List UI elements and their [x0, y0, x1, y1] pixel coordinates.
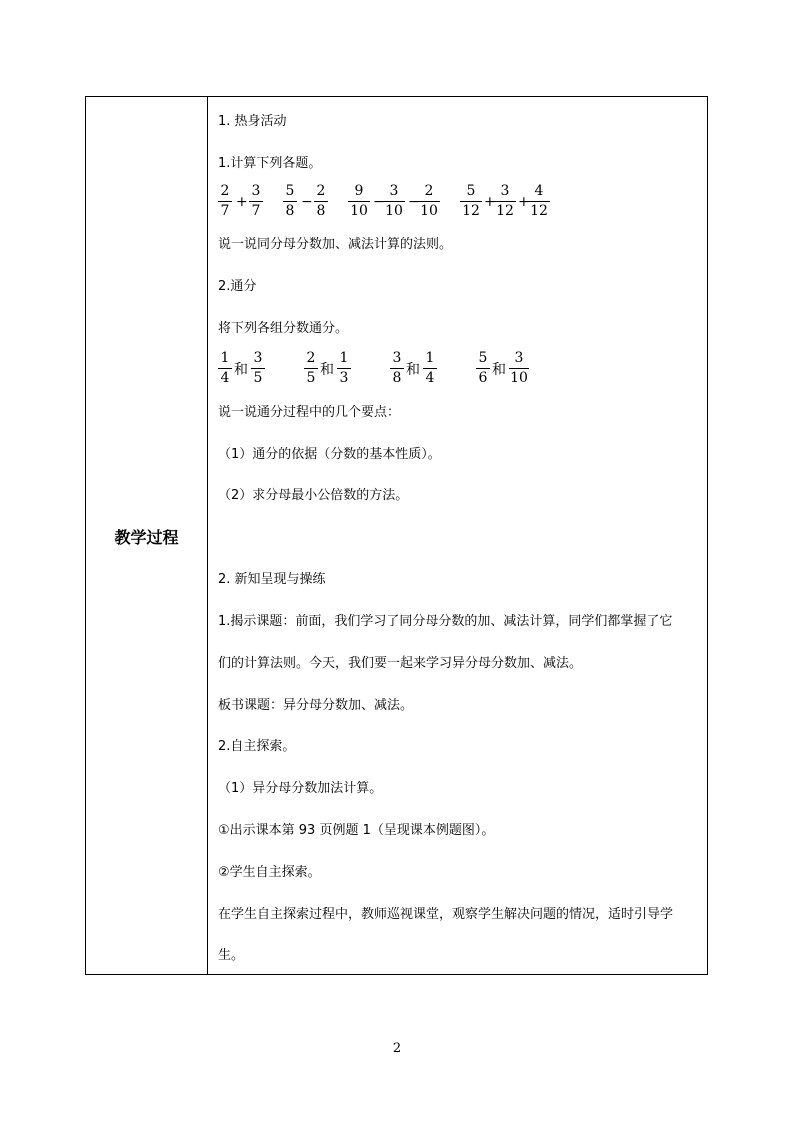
operator: −	[408, 194, 420, 210]
warmup-title: 1. 热身活动	[218, 114, 287, 129]
explore-sub-1: （1）异分母分数加法计算。	[218, 781, 383, 796]
operator: −	[301, 194, 313, 210]
fraction: 2 5	[304, 350, 318, 387]
observe-line-2: 生。	[218, 948, 245, 963]
fraction: 9 10	[348, 183, 370, 220]
calc-exercises	[218, 183, 618, 223]
fraction: 3 10	[383, 183, 405, 220]
operator: +	[236, 194, 248, 210]
tongfen-instruction: 将下列各组分数通分。	[218, 321, 349, 336]
lesson-table	[85, 96, 708, 975]
fraction: 2 7	[218, 183, 232, 220]
fraction: 3 10	[510, 350, 528, 386]
fraction: 1 4	[218, 350, 232, 387]
fraction: 3 7	[249, 183, 263, 220]
fraction: 3 8	[390, 350, 404, 387]
and-word: 和	[320, 362, 334, 378]
label-cell	[86, 97, 208, 974]
observe-line-1: 在学生自主探索过程中，教师巡视课堂，观察学生解决问题的情况，适时引导学	[218, 907, 674, 922]
and-word: 和	[234, 362, 248, 378]
fraction: 2 10	[418, 183, 440, 220]
operator: +	[518, 194, 530, 210]
point-2: （2）求分母最小公倍数的方法。	[218, 488, 409, 503]
explore-title: 2.自主探索。	[218, 739, 296, 754]
fraction: 3 12	[494, 183, 516, 220]
operator: +	[484, 194, 496, 210]
tongfen-title: 2.通分	[218, 279, 257, 294]
board-title: 板书课题：异分母分数加、减法。	[218, 698, 414, 713]
tongfen-points: 说一说通分过程中的几个要点：	[218, 405, 401, 420]
and-word: 和	[492, 362, 506, 378]
fraction: 2 8	[314, 183, 328, 220]
point-1: （1）通分的依据（分数的基本性质）。	[218, 447, 441, 462]
new-knowledge-title: 2. 新知呈现与操练	[218, 572, 326, 587]
calc-rule: 说一说同分母分数加、减法计算的法则。	[218, 237, 453, 252]
fraction: 1 3	[337, 350, 351, 387]
content-cell	[208, 97, 707, 974]
fraction: 5 6	[476, 350, 490, 387]
and-word: 和	[406, 362, 420, 378]
fraction: 5 12	[460, 183, 482, 220]
fraction: 4 12	[528, 183, 550, 220]
calc-title: 1.计算下列各题。	[218, 156, 322, 171]
fraction: 1 4	[423, 350, 437, 387]
operator: −	[373, 194, 385, 210]
fraction: 3 5	[251, 350, 265, 387]
step-2: ②学生自主探索。	[218, 865, 321, 880]
row-label: 教学过程	[114, 528, 179, 547]
fraction: 5 8	[283, 183, 297, 220]
reveal-line-2: 们的计算法则。今天，我们要一起来学习异分母分数加、减法。	[218, 656, 583, 671]
reveal-line-1: 1.揭示课题：前面，我们学习了同分母分数的加、减法计算，同学们都掌握了它	[218, 614, 673, 629]
page-number: 2	[392, 1041, 402, 1056]
tongfen-pairs	[218, 350, 618, 390]
step-1: ①出示课本第 93 页例题 1（呈现课本例题图）。	[218, 823, 495, 838]
